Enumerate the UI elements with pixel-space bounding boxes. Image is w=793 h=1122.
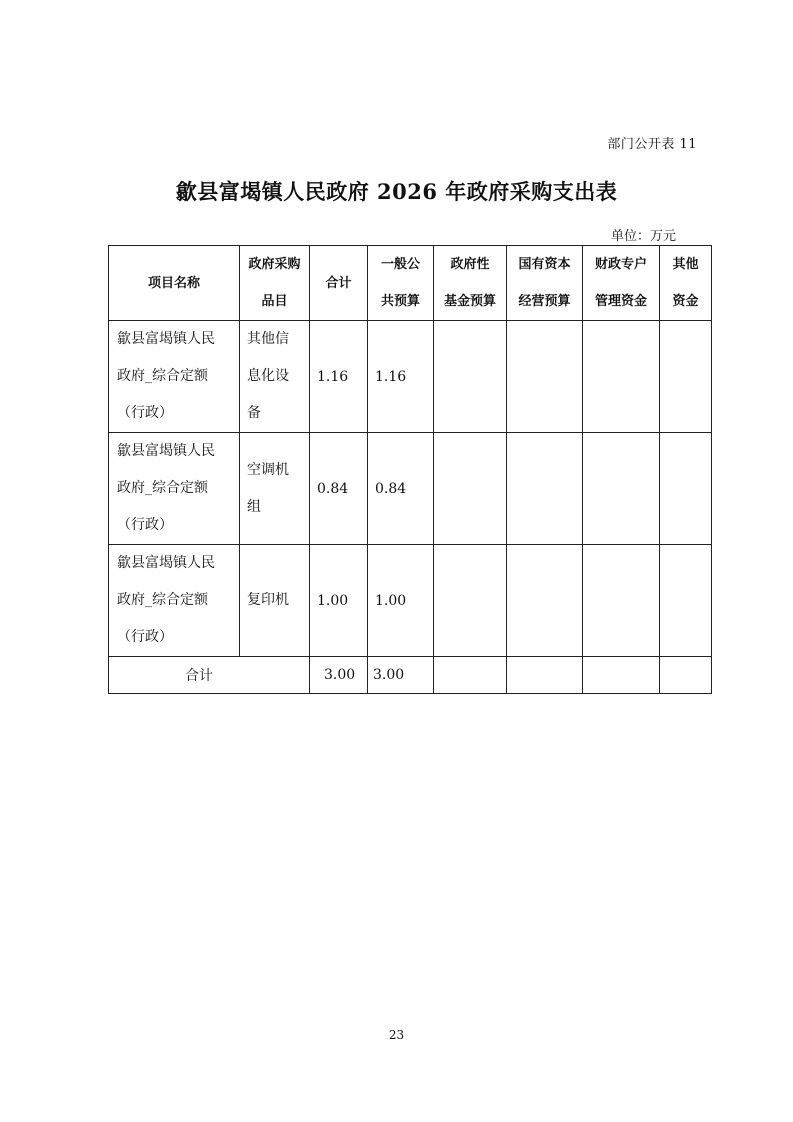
col-header-other: 其他 资金 (660, 246, 712, 321)
table-row (109, 433, 712, 545)
cell-fiscal-account (583, 545, 660, 657)
cell-general-budget: 0.84 (368, 433, 434, 545)
cell-total: 1.00 (310, 545, 368, 657)
total-label: 合计 (109, 657, 310, 694)
cell-item: 空调机 组 (240, 433, 310, 545)
col-header-fiscal-account: 财政专户 管理资金 (583, 246, 660, 321)
page-title: 歙县富堨镇人民政府 2026 年政府采购支出表 (175, 179, 618, 204)
cell-project: 歙县富堨镇人民 政府_综合定额 （行政） (109, 433, 240, 545)
cell-project: 歙县富堨镇人民 政府_综合定额 （行政） (109, 545, 240, 657)
procurement-table (108, 245, 712, 694)
cell-project: 歙县富堨镇人民 政府_综合定额 （行政） (109, 321, 240, 433)
cell-gov-fund (434, 545, 507, 657)
total-row (109, 657, 712, 694)
cell-other (660, 433, 712, 545)
cell-gov-fund (434, 321, 507, 433)
cell-gov-fund (434, 433, 507, 545)
unit-label: 单位：万元 (610, 229, 676, 244)
table-row (109, 545, 712, 657)
col-header-state-capital: 国有资本 经营预算 (507, 246, 583, 321)
header-row (109, 246, 712, 321)
cell-item: 其他信 息化设 备 (240, 321, 310, 433)
table-label: 部门公开表 11 (607, 137, 697, 152)
cell-fiscal-account (583, 321, 660, 433)
total-state-capital (507, 657, 583, 694)
total-gov-fund (434, 657, 507, 694)
total-general-budget: 3.00 (368, 657, 434, 694)
page-number: 23 (388, 1028, 405, 1042)
cell-total: 1.16 (310, 321, 368, 433)
cell-other (660, 321, 712, 433)
table-row (109, 321, 712, 433)
cell-fiscal-account (583, 433, 660, 545)
col-header-gov-fund: 政府性 基金预算 (434, 246, 507, 321)
total-other (660, 657, 712, 694)
col-header-total: 合计 (310, 246, 368, 321)
cell-state-capital (507, 545, 583, 657)
total-fiscal-account (583, 657, 660, 694)
col-header-item: 政府采购 品目 (240, 246, 310, 321)
col-header-project: 项目名称 (109, 246, 240, 321)
col-header-general-budget: 一般公 共预算 (368, 246, 434, 321)
cell-other (660, 545, 712, 657)
cell-state-capital (507, 433, 583, 545)
cell-general-budget: 1.00 (368, 545, 434, 657)
cell-item: 复印机 (240, 545, 310, 657)
total-amount: 3.00 (310, 657, 368, 694)
cell-state-capital (507, 321, 583, 433)
cell-total: 0.84 (310, 433, 368, 545)
cell-general-budget: 1.16 (368, 321, 434, 433)
